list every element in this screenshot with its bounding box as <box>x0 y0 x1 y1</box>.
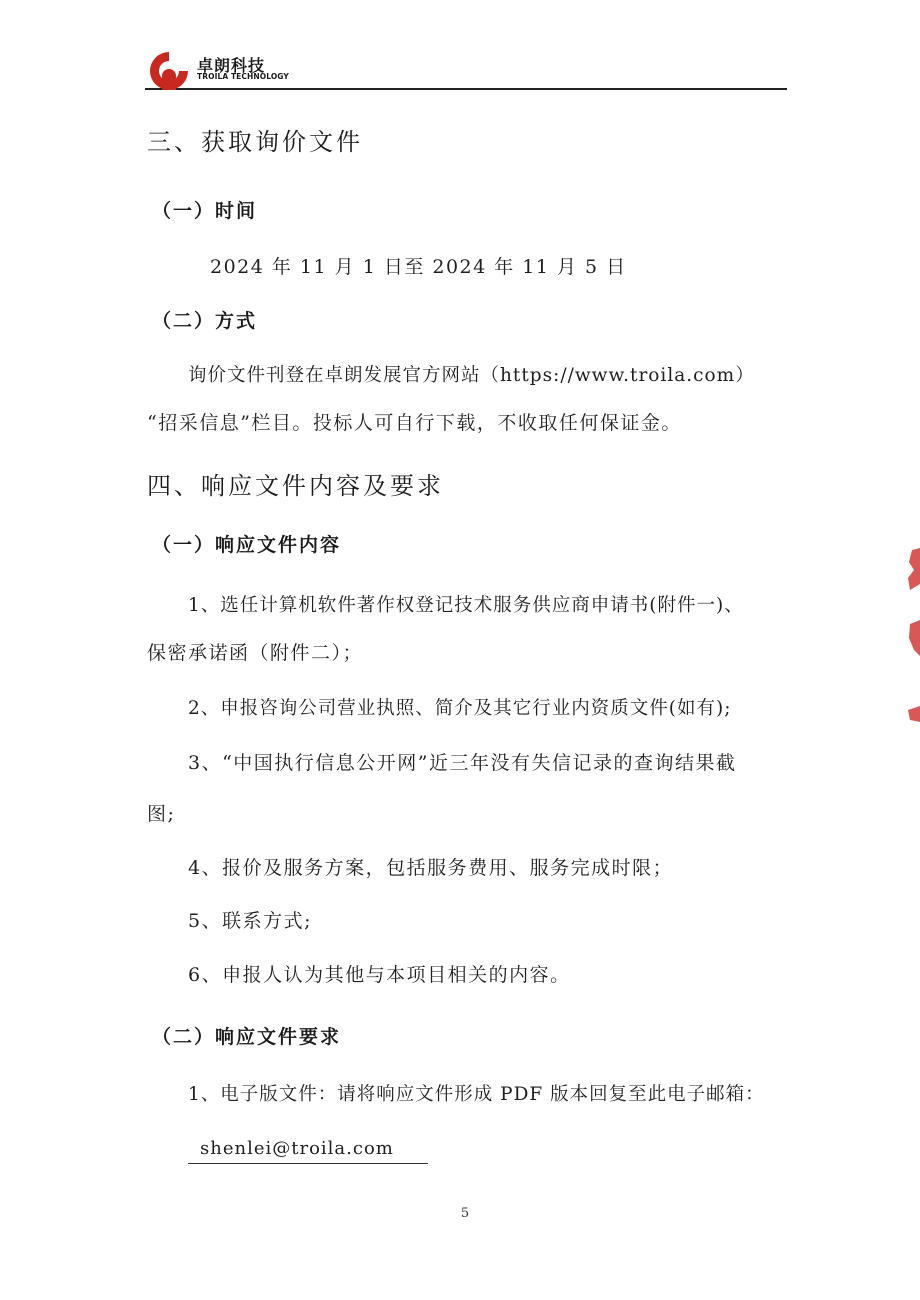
section-3-title: 三、获取询价文件 <box>147 128 363 156</box>
item-5: 5、联系方式; <box>188 910 312 932</box>
page-header <box>145 44 787 90</box>
time-text: 2024 年 11 月 1 日至 2024 年 11 月 5 日 <box>210 256 627 278</box>
item-2: 2、申报咨询公司营业执照、简介及其它行业内资质文件(如有); <box>188 698 732 719</box>
troila-logo-icon <box>148 50 190 90</box>
time-heading: （一）时间 <box>152 200 258 222</box>
method-line-2: “招采信息”栏目。投标人可自行下载，不收取任何保证金。 <box>147 412 682 434</box>
item-4: 4、报价及服务方案，包括服务费用、服务完成时限； <box>188 857 674 879</box>
method-line-1: 询价文件刊登在卓朗发展官方网站（https://www.troila.com） <box>188 365 755 386</box>
item-6: 6、申报人认为其他与本项目相关的内容。 <box>188 964 571 986</box>
content-heading: （一）响应文件内容 <box>152 534 342 556</box>
email-address: shenlei@troila.com <box>188 1138 428 1164</box>
requirement-1: 1、电子版文件：请将响应文件形成 PDF 版本回复至此电子邮箱： <box>188 1084 765 1105</box>
page-number: 5 <box>460 1206 470 1221</box>
red-seal-stamp-edge <box>900 540 920 730</box>
logo-english-name: TROILA TECHNOLOGY <box>197 72 289 81</box>
item-1-line-1: 1、选任计算机软件著作权登记技术服务供应商申请书(附件一)、 <box>188 595 744 616</box>
logo-chinese-name: 卓朗科技 <box>197 56 266 75</box>
item-1-line-2: 保密承诺函（附件二）； <box>147 642 364 664</box>
method-heading: （二）方式 <box>152 310 258 332</box>
item-3-line-2: 图; <box>147 803 176 825</box>
item-3-line-1: 3、“中国执行信息公开网”近三年没有失信记录的查询结果截 <box>188 752 737 774</box>
requirements-heading: （二）响应文件要求 <box>152 1026 342 1048</box>
section-4-title: 四、响应文件内容及要求 <box>147 472 444 500</box>
